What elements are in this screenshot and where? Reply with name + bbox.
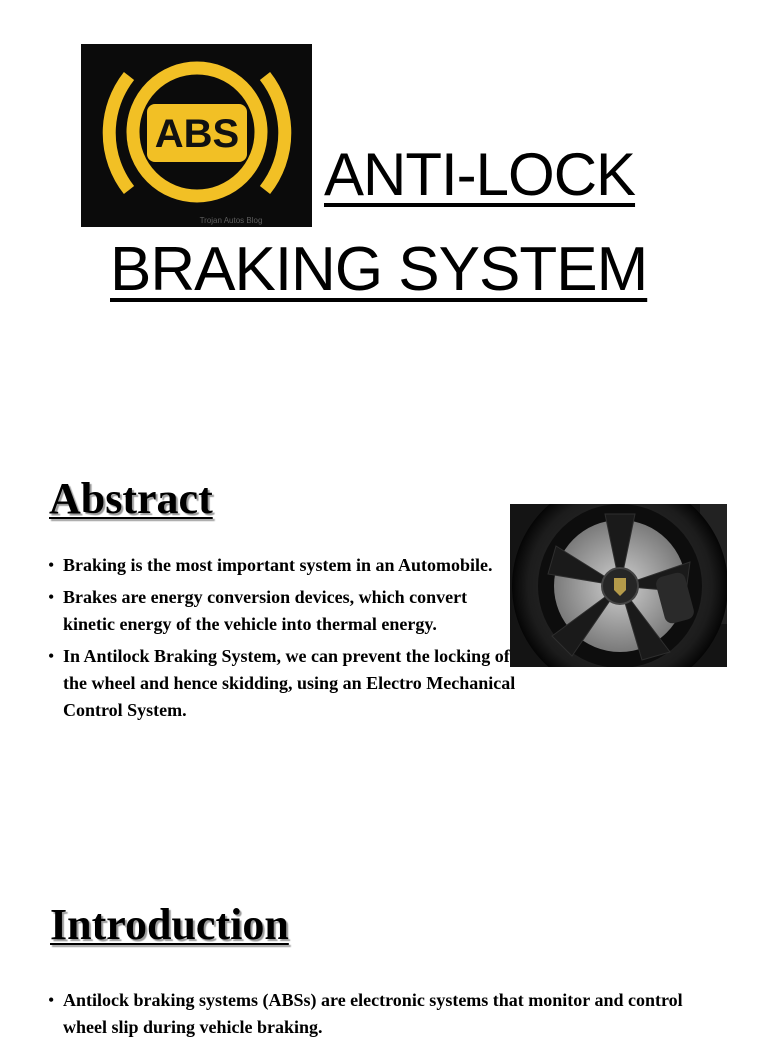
bullet-icon: •	[48, 555, 55, 575]
list-item	[48, 987, 688, 1041]
title-line-2: BRAKING SYSTEM	[110, 235, 648, 304]
list-item	[48, 552, 523, 579]
introduction-heading: Introduction	[50, 900, 289, 949]
bullet-icon: •	[48, 587, 55, 607]
wheel-photo	[510, 504, 727, 667]
abs-warning-icon	[81, 44, 312, 227]
abstract-bullet-list	[48, 552, 523, 729]
alloy-wheel-image	[510, 504, 727, 667]
title-line-1: ANTI-LOCK	[324, 141, 636, 208]
abstract-heading: Abstract	[49, 474, 213, 523]
bullet-icon: •	[48, 990, 55, 1010]
list-item	[48, 584, 523, 638]
introduction-bullet-list	[48, 987, 688, 1046]
bullet-text: Braking is the most important system in an Automobile.	[63, 555, 493, 575]
abs-logo	[81, 44, 312, 227]
abs-logo-text: ABS	[154, 112, 240, 156]
bullet-text: Antilock braking systems (ABSs) are electronic systems that monitor and control wheel slip during vehicle braking.	[63, 990, 683, 1037]
list-item	[48, 643, 523, 724]
bullet-icon: •	[48, 646, 55, 666]
logo-caption: Trojan Autos Blog	[199, 216, 263, 225]
bullet-text: In Antilock Braking System, we can prevent the locking of the wheel and hence skidding, using an Electro Mechanical Control System.	[63, 646, 516, 720]
bullet-text: Brakes are energy conversion devices, which convert kinetic energy of the vehicle into thermal energy.	[63, 587, 468, 634]
